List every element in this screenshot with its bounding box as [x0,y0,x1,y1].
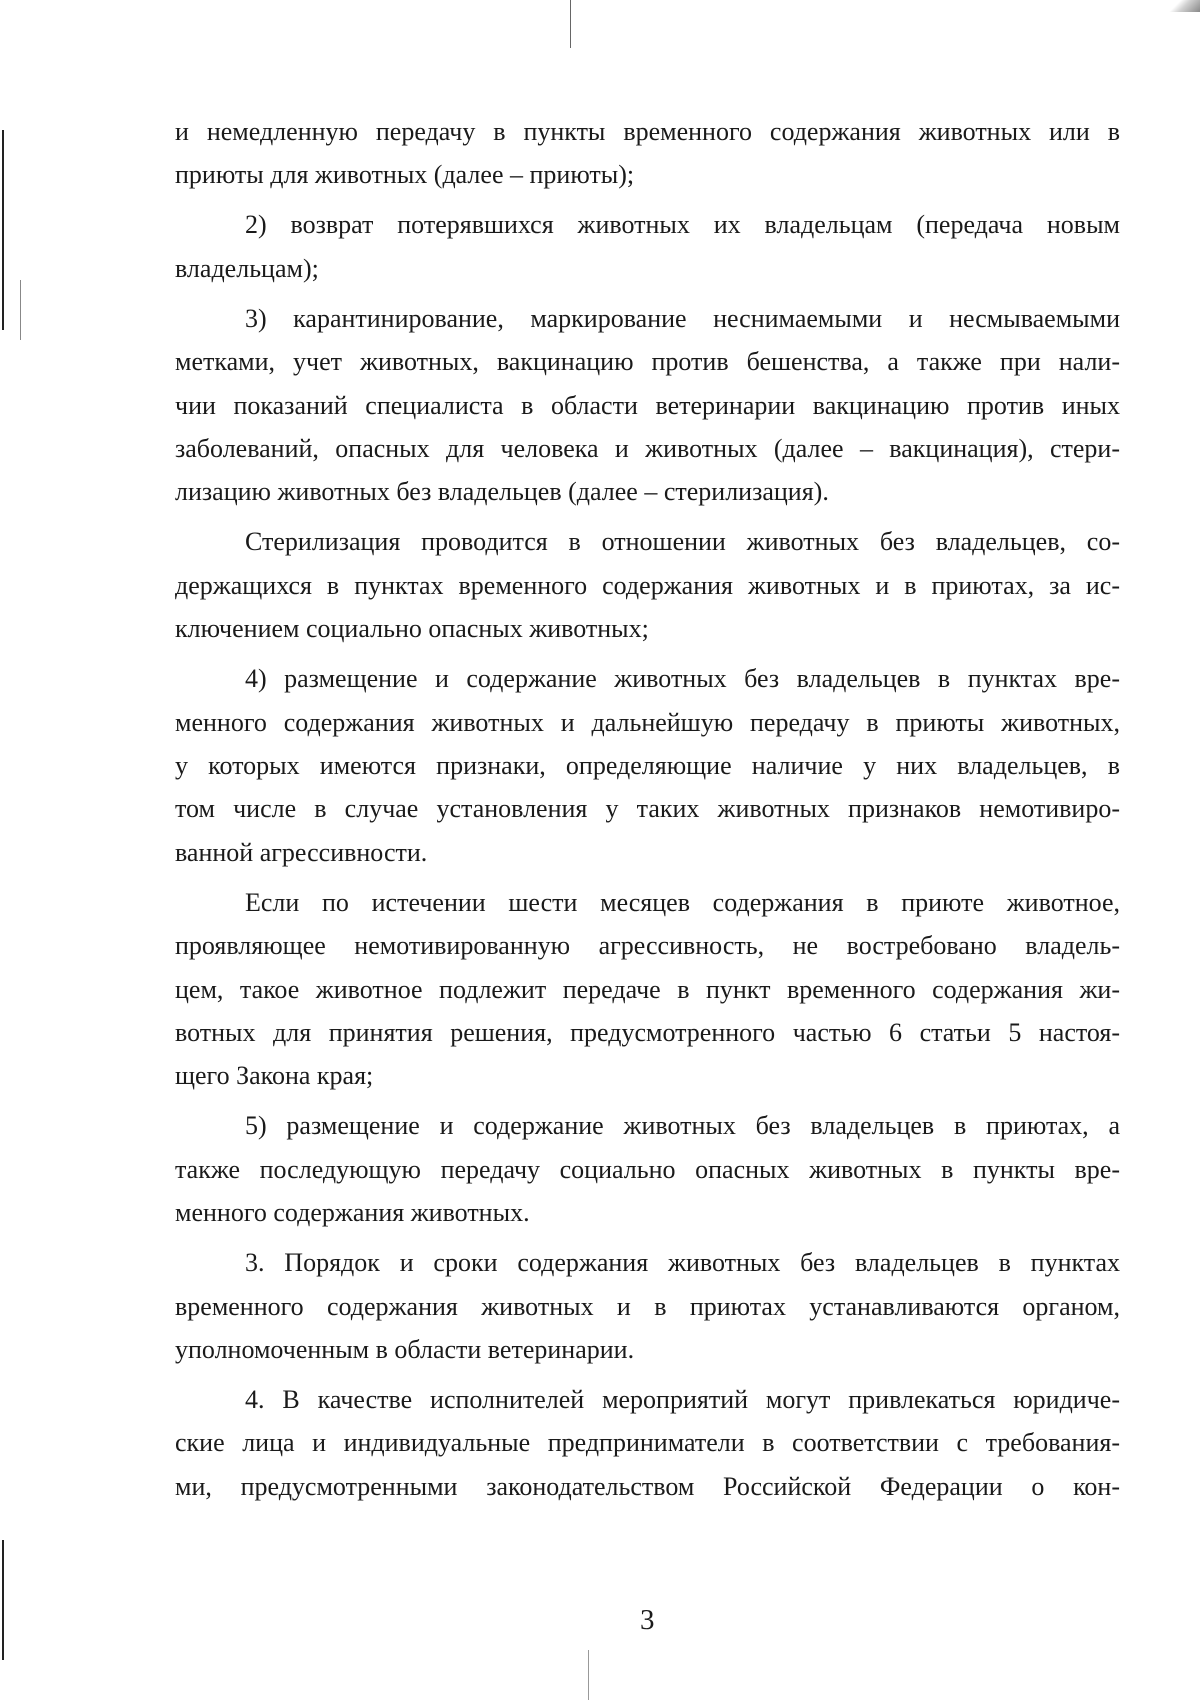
scan-fold-mark [570,0,571,48]
text-line: держащихся в пунктах временного содержания животных и в приютах, за ис- [175,570,1120,600]
text-line: 3. Порядок и сроки содержания животных без владельцев в пунктах [245,1248,1120,1278]
text-line: ми, предусмотренными законодательством Российской Федерации о кон- [175,1471,1120,1501]
text-line: Если по истечении шести месяцев содержания в приюте животное, [245,887,1120,917]
scan-fold-mark [588,1650,589,1700]
text-line: ключением социально опасных животных; [175,614,649,644]
text-line: ванной агрессивности. [175,837,428,867]
text-line: владельцам); [175,253,319,283]
scan-corner-shadow [1160,0,1200,12]
text-line: 2) возврат потерявшихся животных их владельцам (передача новым [245,210,1120,240]
text-line: метками, учет животных, вакцинацию против бешенства, а также при нали- [175,347,1120,377]
text-line: 3) карантинирование, маркирование неснимаемыми и несмываемыми [245,303,1120,333]
text-line: 4. В качестве исполнителей мероприятий могут привлекаться юридиче- [245,1385,1120,1414]
text-line: лизацию животных без владельцев (далее – стерилизация). [175,477,829,507]
page-number: 3 [640,1604,655,1636]
text-line: том числе в случае установления у таких животных признаков немотивиро- [175,794,1120,824]
scan-edge-mark [2,130,4,330]
text-line: также последующую передачу социально опасных животных в пункты вре- [175,1154,1120,1184]
text-line: менного содержания животных. [175,1198,530,1228]
text-line: 4) размещение и содержание животных без владельцев в пунктах вре- [245,664,1120,694]
text-line: и немедленную передачу в пункты временного содержания животных или в [175,117,1120,146]
text-line: цем, такое животное подлежит передаче в пункт временного содержания жи- [175,974,1120,1004]
text-line: у которых имеются признаки, определяющие наличие у них владельцев, в [175,751,1120,780]
scan-edge-mark [2,1540,4,1660]
text-line: 5) размещение и содержание животных без владельцев в приютах, а [245,1111,1120,1141]
text-line: заболеваний, опасных для человека и животных (далее – вакцинация), стери- [175,434,1120,463]
text-line: менного содержания животных и дальнейшую передачу в приюты животных, [175,707,1120,737]
text-line: Стерилизация проводится в отношении животных без владельцев, со- [245,527,1120,557]
text-line: ские лица и индивидуальные предприниматели в соответствии с требования- [175,1428,1120,1458]
scan-edge-mark [20,280,21,340]
text-line: приюты для животных (далее – приюты); [175,160,635,190]
text-line: вотных для принятия решения, предусмотренного частью 6 статьи 5 настоя- [175,1018,1120,1047]
text-line: временного содержания животных и в приютах устанавливаются органом, [175,1291,1120,1321]
text-line: уполномоченным в области ветеринарии. [175,1335,635,1364]
text-line: проявляющее немотивированную агрессивность, не востребовано владель- [175,931,1120,961]
text-line: щего Закона края; [175,1061,374,1091]
text-line: чии показаний специалиста в области ветеринарии вакцинацию против иных [175,390,1120,420]
